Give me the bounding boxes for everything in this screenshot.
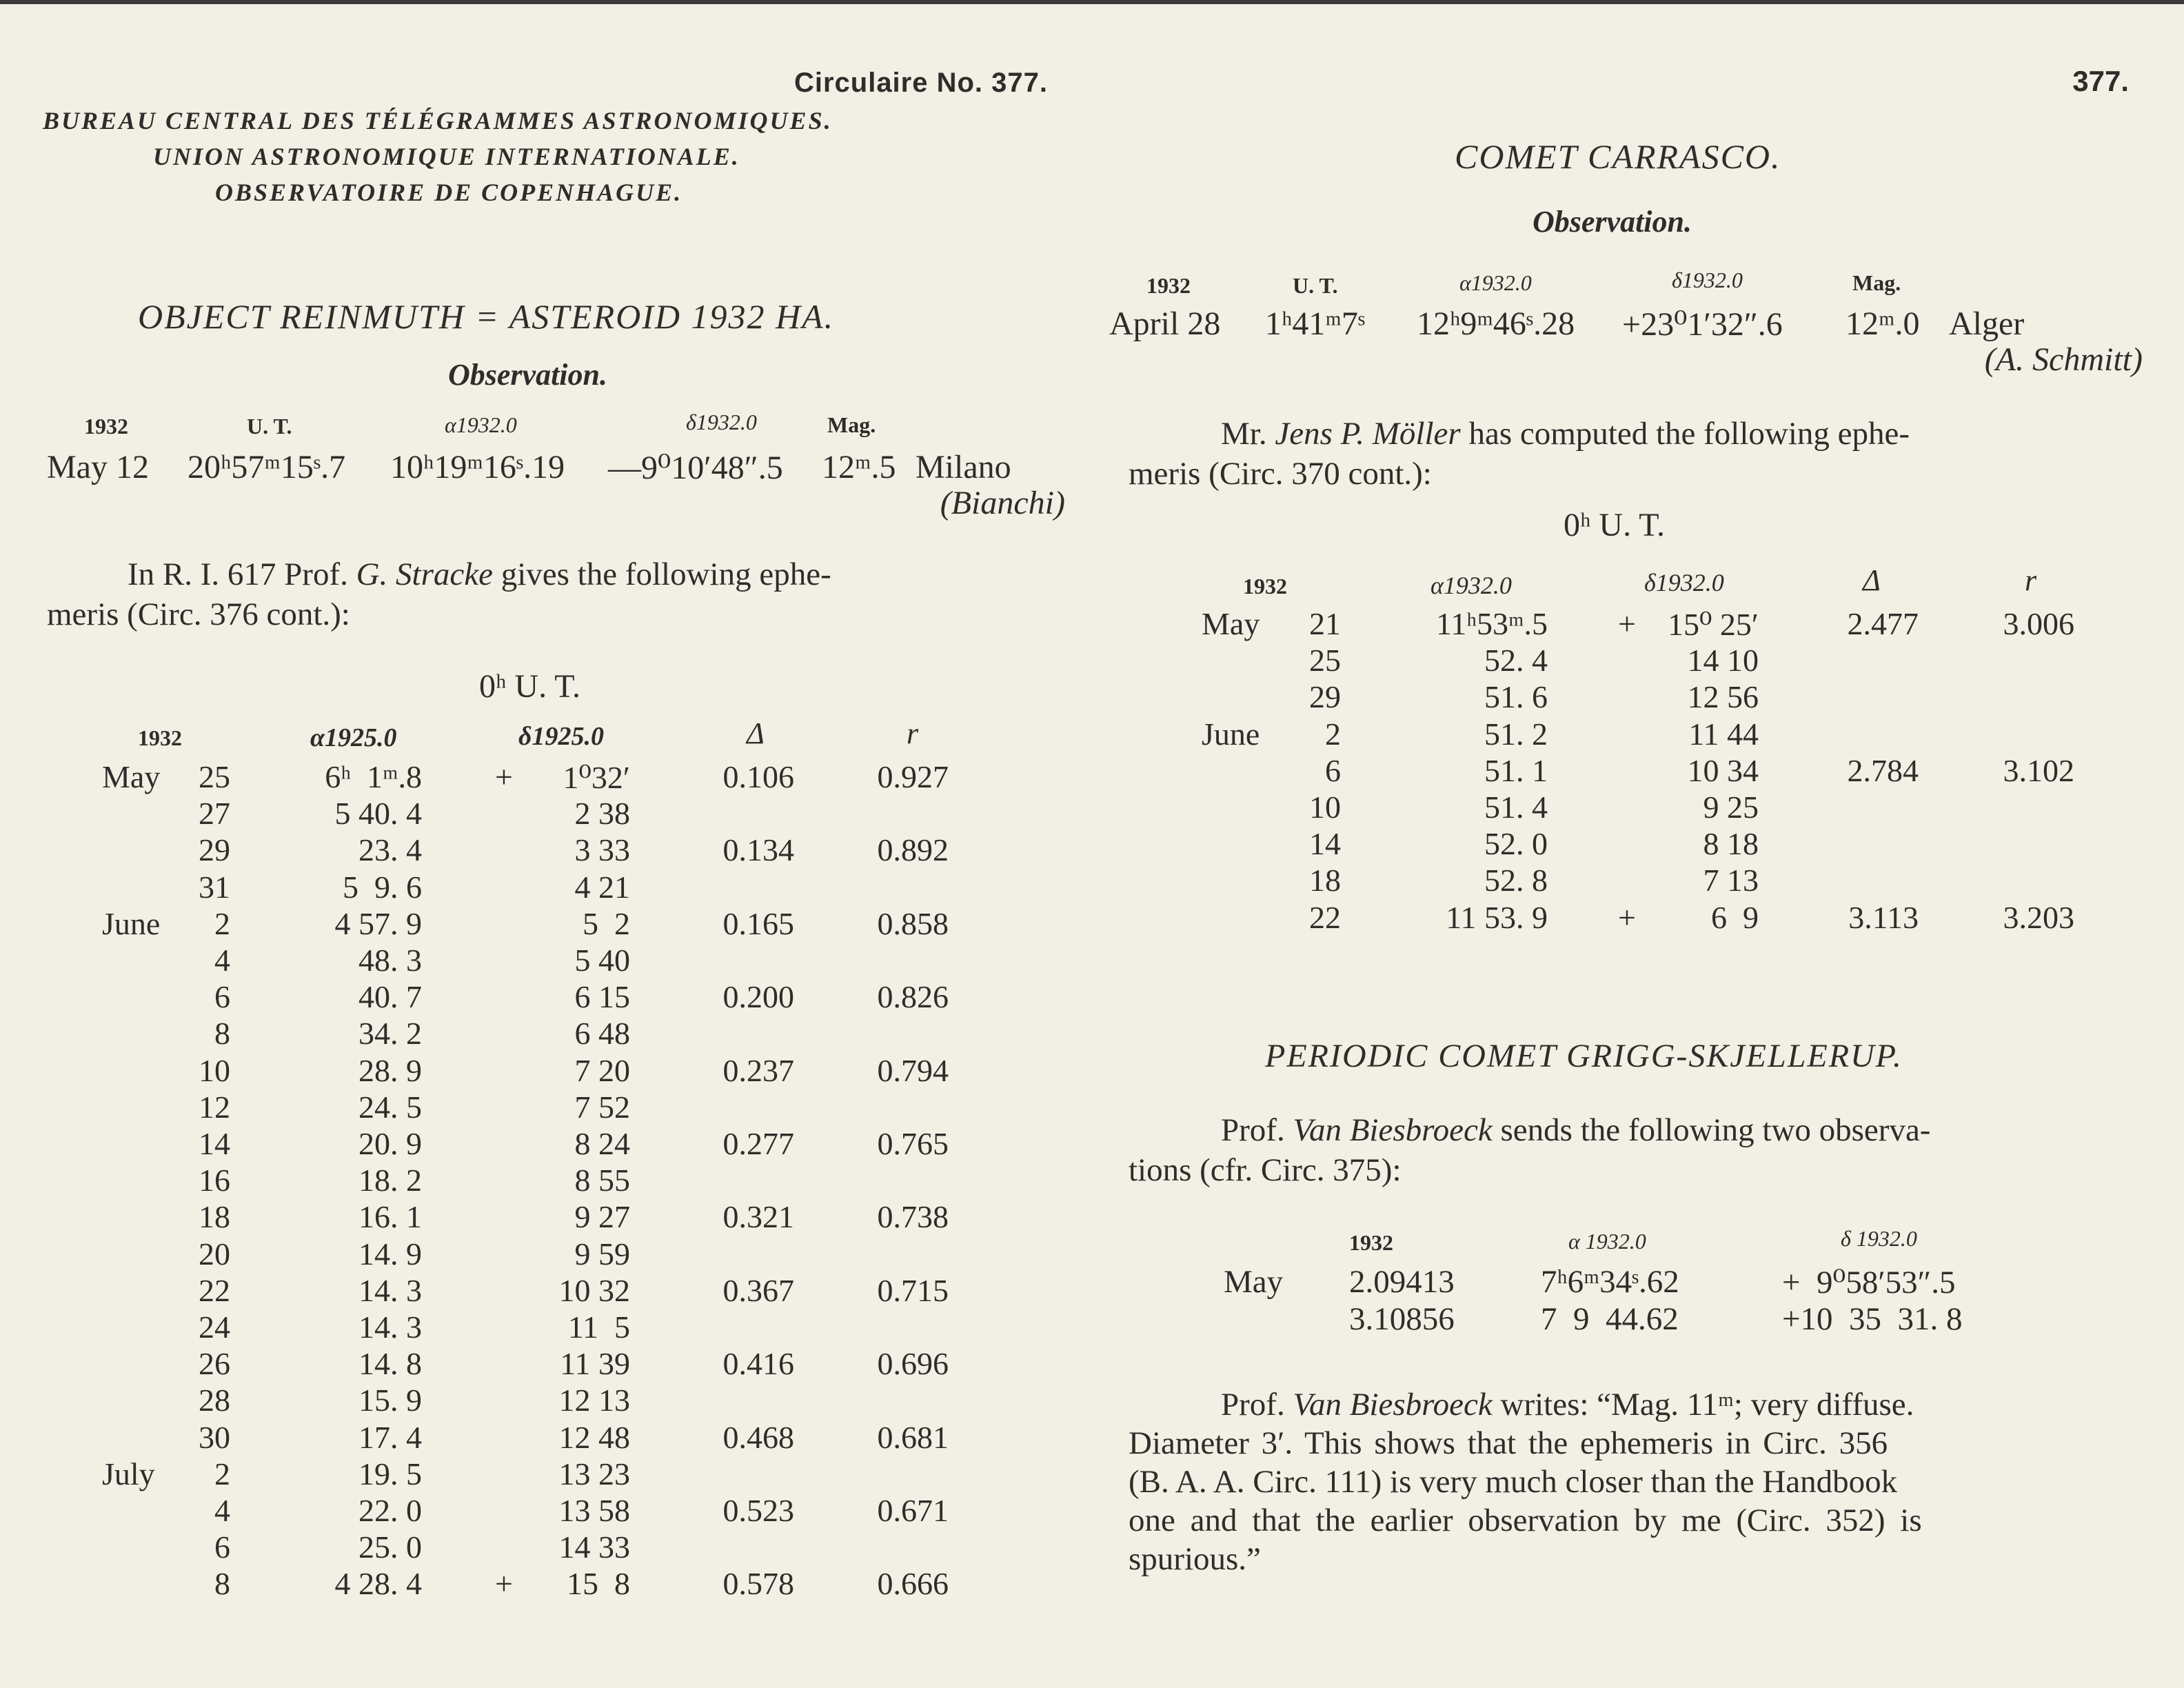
eph-ra: 19. 5 bbox=[358, 1456, 422, 1491]
eph-dec: 10 32 bbox=[558, 1272, 630, 1308]
obs2-date: April 28 bbox=[1109, 305, 1221, 342]
eph2-delta: 2.784 bbox=[1847, 752, 1919, 788]
obs-ut: 20ʰ57ᵐ15ˢ.7 bbox=[188, 449, 346, 485]
eph-ra: 5 40. 4 bbox=[334, 796, 422, 832]
obs2-header-ra: α1932.0 bbox=[1459, 270, 1532, 295]
eph2-r: 3.006 bbox=[2003, 606, 2074, 641]
eph-dec-sign: + bbox=[495, 759, 513, 794]
eph2-ra: 51. 6 bbox=[1484, 679, 1548, 715]
eph2-day: 6 bbox=[1325, 752, 1341, 788]
eph2-ra: 52. 4 bbox=[1484, 643, 1548, 679]
eph-r: 0.794 bbox=[877, 1052, 949, 1088]
eph-delta: 0.523 bbox=[722, 1493, 794, 1528]
obs-dec: —9⁰10′48″.5 bbox=[608, 450, 783, 486]
eph2-ra: 11 53. 9 bbox=[1446, 899, 1548, 935]
grigg-obs-month: May bbox=[1224, 1264, 1284, 1300]
eph-dec: 3 33 bbox=[574, 832, 630, 868]
eph-day: 6 bbox=[214, 1529, 230, 1565]
eph2-ra: 11ʰ53ᵐ.5 bbox=[1435, 606, 1548, 641]
eph-day: 29 bbox=[199, 832, 230, 868]
eph-dec: 13 58 bbox=[558, 1493, 630, 1528]
eph2-ra: 52. 8 bbox=[1484, 863, 1548, 898]
eph-month: July bbox=[102, 1456, 155, 1491]
observation-heading: Observation. bbox=[448, 358, 607, 392]
eph-ra: 4 57. 9 bbox=[334, 905, 422, 941]
vb-text-start: Prof. bbox=[1221, 1112, 1293, 1148]
eph-day: 18 bbox=[199, 1199, 230, 1235]
vb-paragraph-line-1 bbox=[1221, 1112, 1930, 1149]
eph-r: 0.765 bbox=[877, 1126, 949, 1161]
eph-delta: 0.416 bbox=[722, 1346, 794, 1382]
eph2-ra: 51. 4 bbox=[1484, 790, 1548, 825]
vb-writes-line-5: spurious.” bbox=[1129, 1541, 1261, 1577]
eph-ra: 28. 9 bbox=[358, 1052, 422, 1088]
eph2-r: 3.102 bbox=[2003, 752, 2074, 788]
eph-ra: 14. 8 bbox=[358, 1346, 422, 1382]
eph2-header-delta: Δ bbox=[1863, 563, 1881, 597]
eph-r: 0.681 bbox=[877, 1419, 949, 1455]
eph-ra: 22. 0 bbox=[358, 1493, 422, 1528]
obs-header-mag: Mag. bbox=[827, 412, 876, 437]
eph-delta: 0.165 bbox=[722, 905, 794, 941]
grigg-obs-ra: 7 9 44.62 bbox=[1541, 1301, 1679, 1337]
eph2-dec: 9 25 bbox=[1703, 790, 1759, 825]
eph-dec: 11 5 bbox=[567, 1309, 630, 1345]
eph-dec: 4 21 bbox=[574, 869, 630, 905]
eph-day: 27 bbox=[199, 796, 230, 832]
eph-ra: 23. 4 bbox=[358, 832, 422, 868]
moller-paragraph-line-2: meris (Circ. 370 cont.): bbox=[1129, 456, 1432, 492]
grigg-obs-dec: + 9⁰58′53″.5 bbox=[1782, 1265, 1956, 1300]
eph-dec: 5 2 bbox=[583, 905, 630, 941]
eph-day: 24 bbox=[199, 1309, 230, 1345]
eph-ra: 25. 0 bbox=[358, 1529, 422, 1565]
eph-dec: 6 15 bbox=[574, 979, 630, 1015]
eph-day: 4 bbox=[214, 943, 230, 978]
eph2-delta: 3.113 bbox=[1848, 899, 1919, 935]
eph-dec: 6 48 bbox=[574, 1016, 630, 1052]
observation-heading-2: Observation. bbox=[1533, 205, 1692, 239]
eph-dec: 5 40 bbox=[574, 943, 630, 978]
eph-header-year: 1932 bbox=[138, 725, 182, 750]
eph-r: 0.892 bbox=[877, 832, 949, 868]
eph2-dec-sign: + bbox=[1618, 606, 1636, 641]
eph2-delta: 2.477 bbox=[1847, 606, 1919, 641]
eph2-day: 29 bbox=[1309, 679, 1341, 715]
eph-delta: 0.367 bbox=[722, 1272, 794, 1308]
obs2-header-dec: δ1932.0 bbox=[1672, 268, 1743, 292]
eph-ra: 16. 1 bbox=[358, 1199, 422, 1235]
eph2-month: May bbox=[1202, 606, 1260, 641]
eph-delta: 0.106 bbox=[722, 759, 794, 794]
eph-r: 0.696 bbox=[877, 1346, 949, 1382]
eph-header-ra: α1925.0 bbox=[310, 723, 397, 752]
eph-delta: 0.237 bbox=[722, 1052, 794, 1088]
obs3-header-dec: δ 1932.0 bbox=[1841, 1226, 1917, 1251]
eph2-day: 25 bbox=[1309, 643, 1341, 679]
eph-day: 8 bbox=[214, 1566, 230, 1602]
eph-ra: 20. 9 bbox=[358, 1126, 422, 1161]
eph-ra: 24. 5 bbox=[358, 1089, 422, 1125]
moller-paragraph-line-1 bbox=[1221, 415, 1910, 452]
obs-header-ra: α1932.0 bbox=[445, 412, 517, 437]
eph2-day: 14 bbox=[1309, 826, 1341, 862]
eph2-header-year: 1932 bbox=[1243, 574, 1287, 599]
eph-dec: 7 52 bbox=[574, 1089, 630, 1125]
vb-writes-line-4: one and that the earlier observation by me (Circ. 352) is bbox=[1129, 1503, 1922, 1538]
eph-day: 6 bbox=[214, 979, 230, 1015]
comet-title: COMET CARRASCO. bbox=[1455, 137, 1781, 176]
moller-name: Jens P. Möller bbox=[1275, 416, 1461, 452]
eph-ra: 15. 9 bbox=[358, 1383, 422, 1418]
eph-dec: 9 59 bbox=[574, 1236, 630, 1272]
eph-dec: 11 39 bbox=[560, 1346, 630, 1382]
eph-day: 14 bbox=[199, 1126, 230, 1161]
obs3-header-year: 1932 bbox=[1349, 1230, 1393, 1255]
obs2-place: Alger bbox=[1949, 305, 2025, 342]
eph-delta: 0.468 bbox=[722, 1419, 794, 1455]
eph-day: 31 bbox=[199, 869, 230, 905]
eph2-day: 2 bbox=[1325, 716, 1341, 752]
eph-header-r: r bbox=[907, 716, 919, 750]
circular-number: Circulaire No. 377. bbox=[793, 68, 1048, 98]
eph2-month: June bbox=[1202, 716, 1260, 752]
bureau-line-2: UNION ASTRONOMIQUE INTERNATIONALE. bbox=[153, 143, 740, 170]
eph2-dec: 10 34 bbox=[1687, 752, 1759, 788]
eph-delta: 0.321 bbox=[722, 1199, 794, 1235]
eph-day: 20 bbox=[199, 1236, 230, 1272]
eph-ra: 6ʰ 1ᵐ.8 bbox=[325, 759, 422, 794]
eph-delta: 0.578 bbox=[722, 1566, 794, 1602]
ephemeris-ut-label-2: 0ʰ U. T. bbox=[1564, 507, 1665, 543]
eph-ra: 14. 9 bbox=[358, 1236, 422, 1272]
eph-day: 28 bbox=[199, 1383, 230, 1418]
intro-text-start: In R. I. 617 Prof. bbox=[128, 556, 356, 592]
eph-dec: 7 20 bbox=[574, 1052, 630, 1088]
eph-dec: 15 8 bbox=[567, 1566, 630, 1602]
obs2-observer: (A. Schmitt) bbox=[1984, 341, 2143, 378]
eph-dec: 8 24 bbox=[574, 1126, 630, 1161]
grigg-obs-time: 3.10856 bbox=[1349, 1301, 1455, 1337]
eph-r: 0.858 bbox=[877, 905, 949, 941]
eph2-dec: 8 18 bbox=[1703, 826, 1759, 862]
eph-day: 10 bbox=[199, 1052, 230, 1088]
eph-day: 16 bbox=[199, 1163, 230, 1198]
obs2-ut: 1ʰ41ᵐ7ˢ bbox=[1265, 305, 1366, 342]
vb-writes-line-1 bbox=[1221, 1386, 1914, 1423]
eph-ra: 40. 7 bbox=[358, 979, 422, 1015]
eph-day: 8 bbox=[214, 1016, 230, 1052]
intro-paragraph-line-1 bbox=[128, 556, 831, 593]
obs2-header-mag: Mag. bbox=[1852, 270, 1901, 295]
eph-day: 2 bbox=[214, 905, 230, 941]
eph-month: June bbox=[102, 905, 161, 941]
periodic-comet-title: PERIODIC COMET GRIGG-SKJELLERUP. bbox=[1265, 1038, 1903, 1074]
eph-dec: 12 13 bbox=[558, 1383, 630, 1418]
obs2-mag: 12ᵐ.0 bbox=[1846, 305, 1920, 342]
eph-r: 0.927 bbox=[877, 759, 949, 794]
eph2-header-r: r bbox=[2025, 563, 2037, 597]
eph-ra: 34. 2 bbox=[358, 1016, 422, 1052]
eph2-ra: 51. 1 bbox=[1484, 752, 1548, 788]
eph2-dec: 7 13 bbox=[1703, 863, 1759, 898]
eph-day: 2 bbox=[214, 1456, 230, 1491]
eph-dec: 9 27 bbox=[574, 1199, 630, 1235]
eph-dec: 2 38 bbox=[574, 796, 630, 832]
eph-header-dec: δ1925.0 bbox=[518, 722, 604, 751]
eph-day: 30 bbox=[199, 1419, 230, 1455]
obs-header-dec: δ1932.0 bbox=[686, 410, 757, 434]
eph2-dec: 12 56 bbox=[1687, 679, 1759, 715]
vb-writes-line-3: (B. A. A. Circ. 111) is very much closer than the Handbook bbox=[1129, 1464, 1898, 1500]
vb-paragraph-line-2: tions (cfr. Circ. 375): bbox=[1129, 1152, 1402, 1188]
right-page bbox=[1093, 0, 2184, 1688]
eph2-header-dec: δ1932.0 bbox=[1644, 569, 1724, 596]
eph2-day: 22 bbox=[1309, 899, 1341, 935]
eph2-day: 21 bbox=[1309, 606, 1341, 641]
eph-day: 25 bbox=[199, 759, 230, 794]
vb-name: Van Biesbroeck bbox=[1293, 1112, 1493, 1148]
eph-ra: 17. 4 bbox=[358, 1419, 422, 1455]
eph-dec: 8 55 bbox=[574, 1163, 630, 1198]
vb2-name: Van Biesbroeck bbox=[1293, 1387, 1493, 1423]
eph2-day: 18 bbox=[1309, 863, 1341, 898]
obs-ra: 10ʰ19ᵐ16ˢ.19 bbox=[390, 449, 565, 485]
eph2-dec: 11 44 bbox=[1688, 716, 1759, 752]
grigg-obs-dec: +10 35 31. 8 bbox=[1782, 1301, 1963, 1337]
obs2-header-ut: U. T. bbox=[1293, 273, 1338, 298]
page-number: 377. bbox=[2072, 65, 2129, 97]
author-name: G. Stracke bbox=[356, 556, 493, 592]
eph-r: 0.826 bbox=[877, 979, 949, 1015]
obs-observer: (Bianchi) bbox=[940, 485, 1065, 521]
eph-r: 0.666 bbox=[877, 1566, 949, 1602]
eph-day: 22 bbox=[199, 1272, 230, 1308]
moller-text-start: Mr. bbox=[1221, 416, 1275, 452]
eph2-dec-sign: + bbox=[1618, 899, 1636, 935]
eph-dec-sign: + bbox=[495, 1566, 513, 1602]
eph-delta: 0.277 bbox=[722, 1126, 794, 1161]
eph-dec: 12 48 bbox=[558, 1419, 630, 1455]
vb-text-mid: sends the following two observa- bbox=[1492, 1112, 1931, 1148]
vb2-text-1: writes: “Mag. 11ᵐ; very diffuse. bbox=[1492, 1387, 1914, 1423]
obs-header-year: 1932 bbox=[84, 414, 128, 439]
eph2-ra: 51. 2 bbox=[1484, 716, 1548, 752]
obs-date: May 12 bbox=[47, 449, 149, 485]
eph-day: 12 bbox=[199, 1089, 230, 1125]
eph2-ra: 52. 0 bbox=[1484, 826, 1548, 862]
obs-place: Milano bbox=[916, 449, 1011, 485]
eph-delta: 0.200 bbox=[722, 979, 794, 1015]
object-title: OBJECT REINMUTH = ASTEROID 1932 HA. bbox=[138, 297, 835, 336]
obs-mag: 12ᵐ.5 bbox=[822, 449, 896, 485]
eph2-r: 3.203 bbox=[2003, 899, 2074, 935]
eph-header-delta: Δ bbox=[747, 716, 765, 750]
eph-month: May bbox=[102, 759, 161, 794]
eph2-day: 10 bbox=[1309, 790, 1341, 825]
eph2-header-ra: α1932.0 bbox=[1430, 572, 1512, 599]
intro-paragraph-line-2: meris (Circ. 376 cont.): bbox=[47, 596, 350, 632]
eph2-dec: 6 9 bbox=[1711, 899, 1759, 935]
eph-ra: 4 28. 4 bbox=[334, 1566, 422, 1602]
eph-ra: 18. 2 bbox=[358, 1163, 422, 1198]
eph-ra: 14. 3 bbox=[358, 1272, 422, 1308]
vb2-text-start: Prof. bbox=[1221, 1387, 1293, 1423]
eph-ra: 5 9. 6 bbox=[343, 869, 422, 905]
obs2-ra: 12ʰ9ᵐ46ˢ.28 bbox=[1417, 305, 1575, 342]
eph-delta: 0.134 bbox=[722, 832, 794, 868]
eph-r: 0.715 bbox=[877, 1272, 949, 1308]
moller-text-mid: has computed the following ephe- bbox=[1460, 416, 1910, 452]
grigg-obs-ra: 7ʰ6ᵐ34ˢ.62 bbox=[1541, 1264, 1679, 1300]
eph2-dec: 14 10 bbox=[1687, 643, 1759, 679]
eph-r: 0.671 bbox=[877, 1493, 949, 1528]
vb-writes-line-2: Diameter 3′. This shows that the ephemeris in Circ. 356 bbox=[1129, 1425, 1888, 1461]
obs-header-ut: U. T. bbox=[247, 414, 292, 439]
eph-dec: 1⁰32′ bbox=[563, 760, 630, 795]
eph-dec: 13 23 bbox=[558, 1456, 630, 1491]
eph-dec: 14 33 bbox=[558, 1529, 630, 1565]
eph-day: 4 bbox=[214, 1493, 230, 1528]
bureau-line-1: BUREAU CENTRAL DES TÉLÉGRAMMES ASTRONOMIQUES. bbox=[43, 107, 833, 134]
obs2-header-year: 1932 bbox=[1146, 273, 1191, 298]
eph-ra: 14. 3 bbox=[358, 1309, 422, 1345]
obs2-dec: +23⁰1′32″.6 bbox=[1622, 306, 1783, 343]
eph-day: 26 bbox=[199, 1346, 230, 1382]
intro-text-mid: gives the following ephe- bbox=[492, 556, 831, 592]
eph2-dec: 15⁰ 25′ bbox=[1667, 607, 1759, 642]
ephemeris-ut-label: 0ʰ U. T. bbox=[479, 668, 580, 705]
obs3-header-ra: α 1932.0 bbox=[1568, 1229, 1646, 1254]
eph-ra: 48. 3 bbox=[358, 943, 422, 978]
grigg-obs-time: 2.09413 bbox=[1349, 1264, 1455, 1300]
eph-r: 0.738 bbox=[877, 1199, 949, 1235]
bureau-line-3: OBSERVATOIRE DE COPENHAGUE. bbox=[215, 179, 683, 206]
